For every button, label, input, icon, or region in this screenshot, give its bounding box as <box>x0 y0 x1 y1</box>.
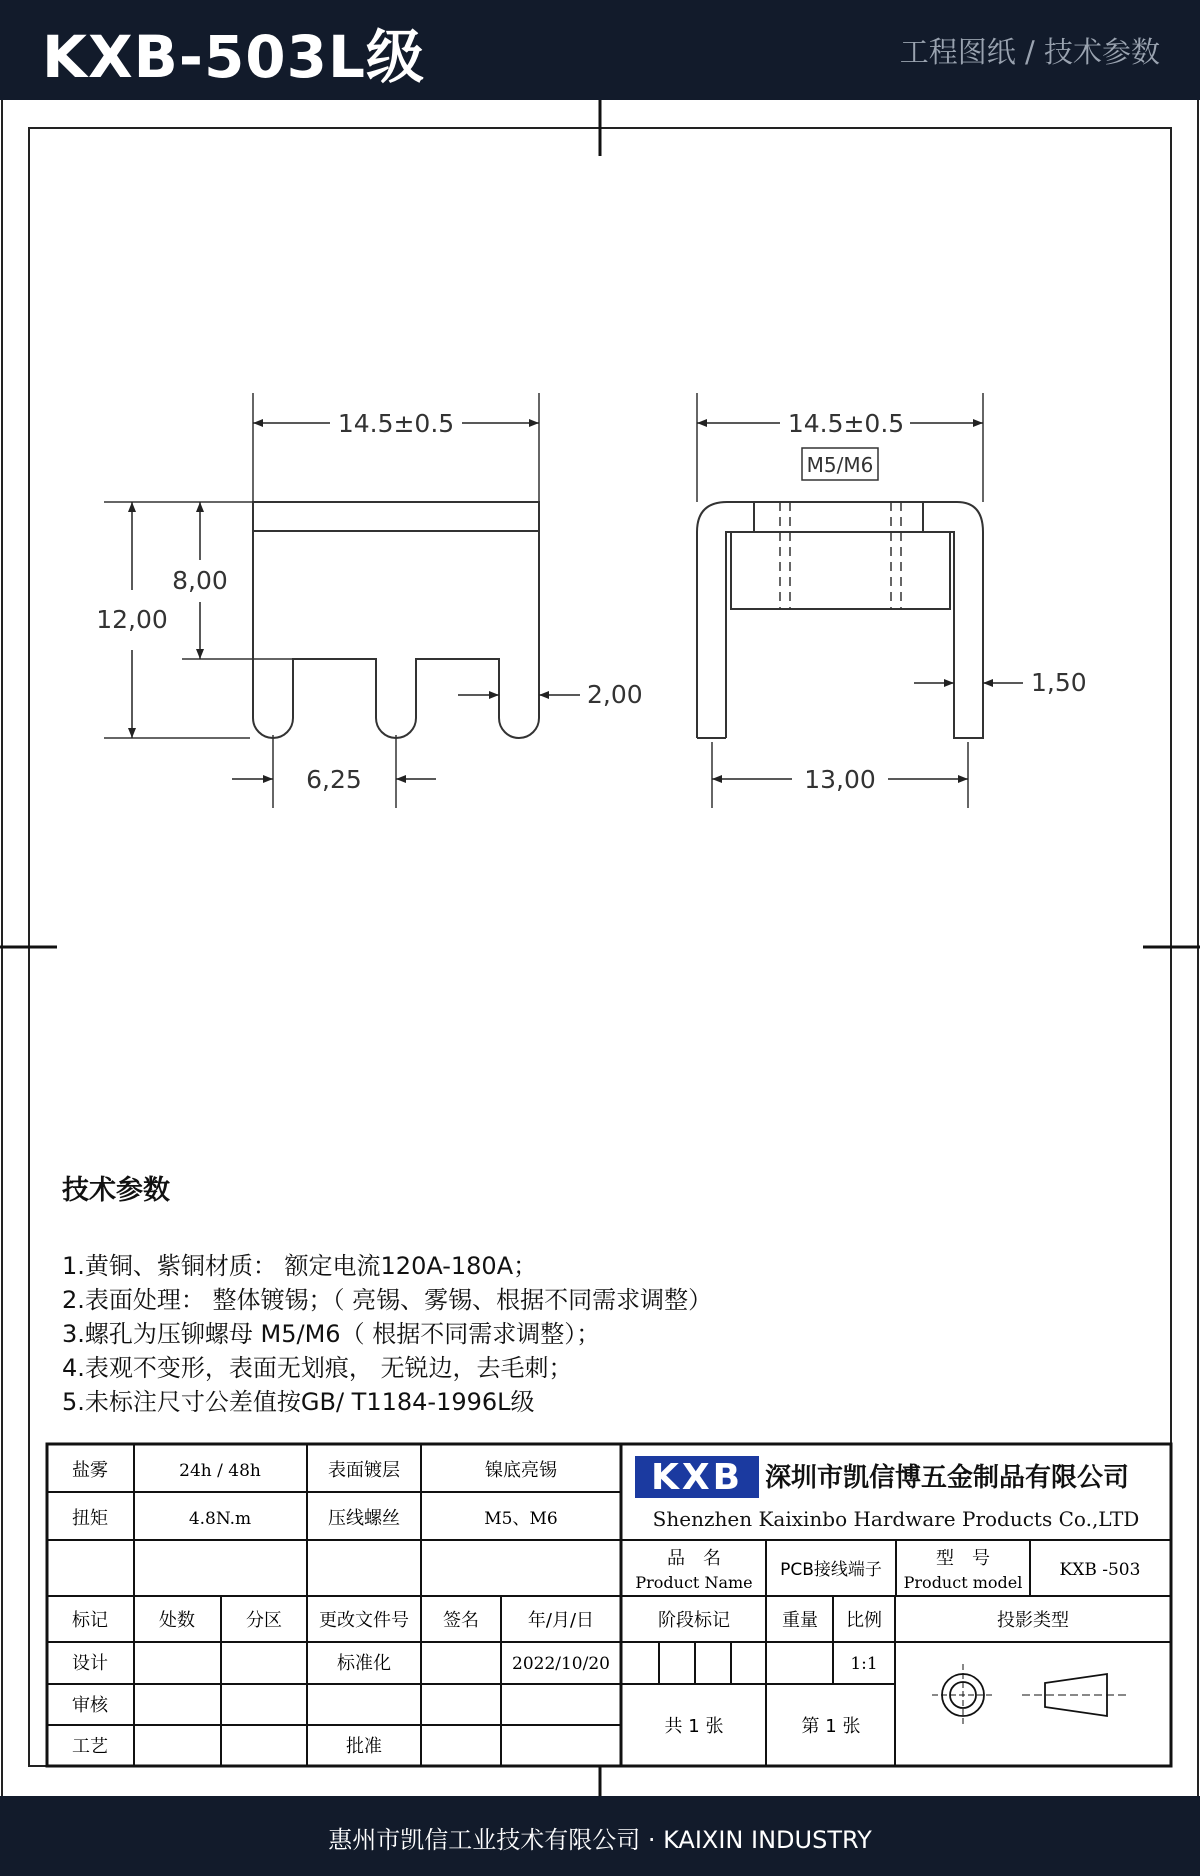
left-pin-width-dim: 2,00 <box>587 680 643 709</box>
header-signature: 签名 <box>443 1610 479 1631</box>
right-view-outline <box>697 502 983 738</box>
tech-param-line: 3.螺孔为压铆螺母 M5/M6（ 根据不同需求调整）； <box>62 1320 601 1348</box>
company-name-cn: 深圳市凯信博五金制品有限公司 <box>765 1463 1130 1493</box>
nut-body <box>731 532 950 609</box>
model-value: KXB -503 <box>1059 1560 1141 1580</box>
sheet-number: 第 1 张 <box>801 1716 861 1737</box>
left-view-outline <box>253 502 539 738</box>
product-name-value: PCB接线端子 <box>780 1560 882 1580</box>
weight-label: 重量 <box>782 1610 818 1631</box>
footer-bar <box>0 1796 1200 1876</box>
footer-text: 惠州市凯信工业技术有限公司 · KAIXIN INDUSTRY <box>328 1826 872 1854</box>
design-date: 2022/10/20 <box>512 1654 610 1674</box>
tech-param-line: 1.黄铜、紫铜材质： 额定电流120A-180A； <box>62 1252 538 1280</box>
product-name-cn: 品 名 <box>667 1548 721 1569</box>
page-subtitle: 工程图纸 / 技术参数 <box>899 35 1160 69</box>
scale-label: 比例 <box>846 1610 882 1631</box>
company-logo-text: KXB <box>650 1457 744 1498</box>
torque-value: 4.8N.m <box>188 1509 252 1529</box>
torque-label: 扭矩 <box>72 1508 108 1529</box>
total-sheets: 共 1 张 <box>664 1716 724 1737</box>
tech-params <box>62 1168 1122 1419</box>
plating-value: 镍底亮锡 <box>485 1460 557 1481</box>
product-name-en: Product Name <box>635 1573 753 1592</box>
tech-params-title: 技术参数 <box>62 1175 170 1206</box>
header-date: 年/月/日 <box>527 1610 595 1631</box>
right-inner-width-dim: 13,00 <box>804 765 876 794</box>
approve-label: 批准 <box>346 1736 382 1757</box>
model-en: Product model <box>903 1573 1023 1592</box>
header-count: 处数 <box>159 1610 195 1631</box>
tech-param-line: 5.未标注尺寸公差值按GB/ T1184-1996L级 <box>62 1388 535 1416</box>
company-name-en: Shenzhen Kaixinbo Hardware Products Co.,LTD <box>652 1507 1140 1531</box>
right-width-dim: 14.5±0.5 <box>787 409 905 438</box>
page-title: KXB-503L级 <box>42 23 425 91</box>
left-height-total-dim: 12,00 <box>96 605 168 634</box>
model-cn: 型 号 <box>936 1548 990 1569</box>
header-zone: 分区 <box>246 1610 282 1631</box>
review-label: 审核 <box>72 1695 108 1716</box>
tech-param-line: 2.表面处理： 整体镀锡；（ 亮锡、雾锡、根据不同需求调整） <box>62 1286 713 1314</box>
salt-spray-label: 盐雾 <box>72 1460 108 1481</box>
wire-screw-label: 压线螺丝 <box>328 1508 400 1529</box>
standardize-label: 标准化 <box>337 1653 391 1674</box>
salt-spray-value: 24h / 48h <box>179 1461 261 1481</box>
design-label: 设计 <box>72 1653 108 1674</box>
scale-value: 1:1 <box>850 1654 878 1674</box>
process-label: 工艺 <box>72 1736 108 1757</box>
wire-screw-value: M5、M6 <box>484 1509 558 1529</box>
left-height-slot-dim: 8,00 <box>172 566 228 595</box>
stage-mark-label: 阶段标记 <box>658 1610 730 1631</box>
header-mark: 标记 <box>72 1610 108 1631</box>
plating-label: 表面镀层 <box>328 1460 400 1481</box>
header-change-doc: 更改文件号 <box>319 1610 409 1631</box>
tech-param-line: 4.表观不变形，表面无划痕， 无锐边，去毛刺； <box>62 1354 573 1382</box>
left-pin-pitch-dim: 6,25 <box>306 765 362 794</box>
left-width-dim: 14.5±0.5 <box>337 409 455 438</box>
left-view <box>104 393 580 808</box>
thread-label: M5/M6 <box>806 453 874 477</box>
projection-label: 投影类型 <box>997 1610 1069 1631</box>
right-thickness-dim: 1,50 <box>1031 668 1087 697</box>
